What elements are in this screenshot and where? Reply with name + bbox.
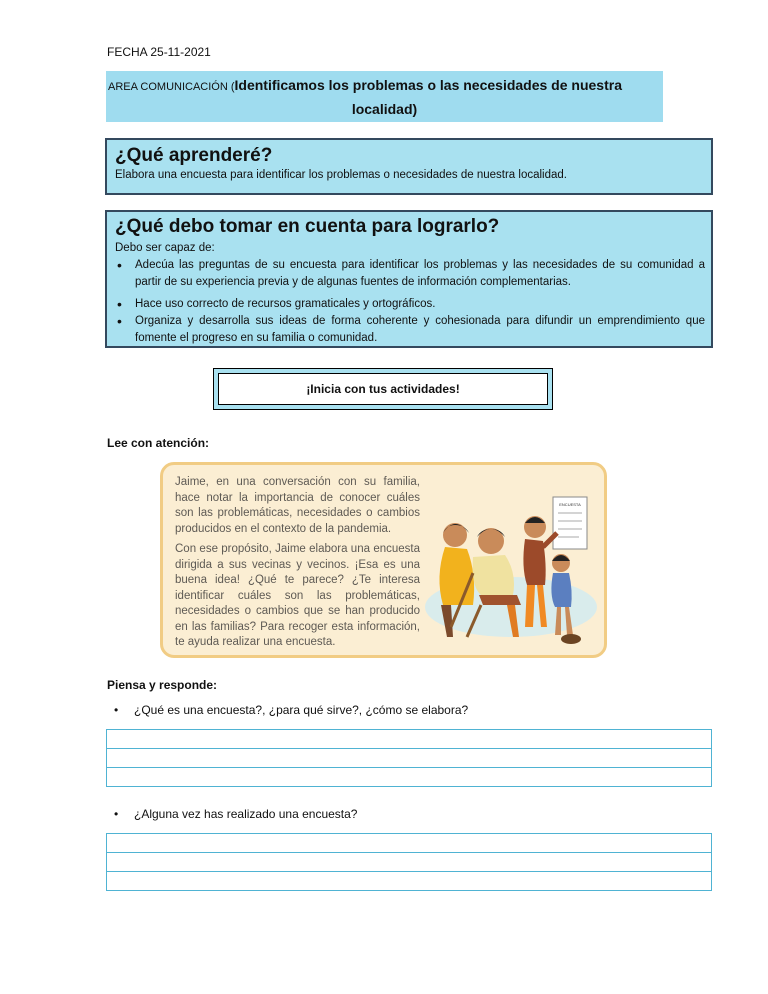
start-banner	[213, 368, 553, 410]
answer-line[interactable]	[106, 729, 712, 749]
think-label: Piensa y responde:	[107, 678, 218, 692]
question-1	[114, 703, 468, 717]
answer-lines-2	[106, 834, 712, 891]
answer-line[interactable]	[106, 852, 712, 872]
criteria-item: • Hace uso correcto de recursos gramaticales y ortográficos.	[115, 296, 705, 313]
learn-title: ¿Qué aprenderé?	[115, 145, 273, 166]
answer-line[interactable]	[106, 748, 712, 768]
criteria-item: • Organiza y desarrolla sus ideas de forma coherente y cohesionada para difundir un emprendimiento que fomente el progreso en su familia o comunidad.	[115, 313, 705, 347]
answer-line[interactable]	[106, 871, 712, 891]
story-paragraph: Jaime, en una conversación con su familia, hace notar la importancia de conocer cuáles son las problemáticas, necesidades o cambios producidos en el contexto de la pandemia.	[175, 476, 420, 535]
girl-figure	[551, 573, 571, 607]
learn-text: Elabora una encuesta para identificar los problemas o necesidades de nuestra localidad.	[115, 169, 567, 181]
family-illustration	[421, 477, 599, 647]
story-paragraph: Con ese propósito, Jaime elabora una encuesta dirigida a sus vecinas y vecinos. ¡Esa es una buena idea! ¿Qué te parece? ¿Te interesa identificar cuáles son las problemáticas, necesidades o cambios que se han producido en las familias? Para recoger esta información, te ayuda realizar una encuesta.	[175, 543, 420, 648]
answer-line[interactable]	[106, 767, 712, 787]
story-text	[175, 475, 420, 656]
man-figure	[473, 555, 514, 595]
date-label: FECHA 25-11-2021	[107, 45, 211, 59]
criteria-intro: Debo ser capaz de:	[115, 242, 215, 254]
woman-figure	[439, 547, 474, 605]
learn-box	[105, 138, 713, 195]
answer-lines-1	[106, 730, 712, 787]
read-label: Lee con atención:	[107, 436, 210, 450]
answer-line[interactable]	[106, 833, 712, 853]
area-prefix: AREA COMUNICACIÓN (	[108, 81, 235, 93]
question-text: ¿Qué es una encuesta?, ¿para qué sirve?, ¿cómo se elabora?	[134, 703, 469, 717]
area-header	[106, 71, 663, 122]
area-title-line1	[108, 77, 622, 93]
criteria-title: ¿Qué debo tomar en cuenta para lograrlo?	[115, 216, 500, 237]
area-title-line2: localidad)	[351, 101, 418, 117]
bullet: •	[114, 703, 119, 717]
area-title: Identificamos los problemas o las necesidades de nuestra	[234, 77, 622, 93]
question-2	[114, 807, 357, 821]
start-banner-text: ¡Inicia con tus actividades!	[218, 373, 548, 405]
bullet: •	[114, 807, 119, 821]
story-card	[160, 462, 607, 658]
criteria-item: • Adecúa las preguntas de su encuesta para identificar los problemas y las necesidades de su comunidad a partir de su experiencia previa y de algunas fuentes de información complementarias.	[115, 257, 705, 291]
poster-title: ENCUESTA	[559, 502, 581, 507]
criteria-box	[105, 210, 713, 348]
question-text: ¿Alguna vez has realizado una encuesta?	[134, 807, 358, 821]
